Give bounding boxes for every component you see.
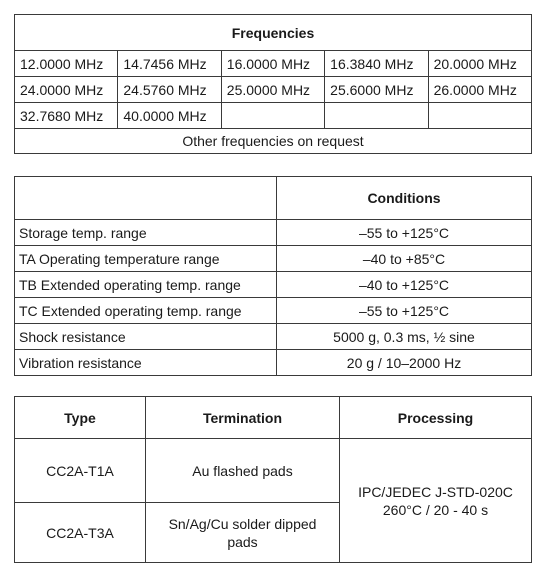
termination-cell: Au flashed pads	[146, 439, 340, 503]
table-row	[15, 51, 532, 77]
termination-header: Termination	[146, 397, 340, 439]
frequency-cell: 16.3840 MHz	[325, 51, 428, 77]
table-row	[15, 272, 532, 298]
table-row	[15, 298, 532, 324]
processing-text: IPC/JEDEC J-STD-020C 260°C / 20 - 40 s	[358, 483, 513, 518]
conditions-table	[14, 176, 532, 376]
condition-value: 5000 g, 0.3 ms, ½ sine	[277, 324, 532, 350]
condition-label: TB Extended operating temp. range	[15, 272, 277, 298]
condition-value: –55 to +125°C	[277, 220, 532, 246]
table-row	[15, 350, 532, 376]
termination-cell	[146, 503, 340, 563]
type-cell: CC2A-T3A	[15, 503, 146, 563]
condition-value: –40 to +85°C	[277, 246, 532, 272]
frequency-cell: 16.0000 MHz	[221, 51, 324, 77]
frequencies-table	[14, 14, 532, 154]
table-row	[15, 439, 532, 503]
condition-value: –40 to +125°C	[277, 272, 532, 298]
frequency-cell	[221, 103, 324, 129]
condition-label: Storage temp. range	[15, 220, 277, 246]
frequency-cell: 20.0000 MHz	[428, 51, 531, 77]
frequency-cell: 25.6000 MHz	[325, 77, 428, 103]
table-row	[15, 77, 532, 103]
frequency-cell: 14.7456 MHz	[118, 51, 221, 77]
table-row	[15, 103, 532, 129]
frequency-cell: 32.7680 MHz	[15, 103, 118, 129]
conditions-header-blank	[15, 177, 277, 220]
processing-cell	[340, 439, 532, 563]
frequency-cell: 12.0000 MHz	[15, 51, 118, 77]
frequency-cell: 26.0000 MHz	[428, 77, 531, 103]
conditions-header: Conditions	[277, 177, 532, 220]
termination-text: Sn/Ag/Cu solder dipped pads	[168, 515, 317, 550]
condition-label: Shock resistance	[15, 324, 277, 350]
type-cell: CC2A-T1A	[15, 439, 146, 503]
type-header: Type	[15, 397, 146, 439]
frequencies-note: Other frequencies on request	[15, 129, 532, 154]
frequencies-header: Frequencies	[15, 15, 532, 51]
frequency-cell: 24.0000 MHz	[15, 77, 118, 103]
condition-label: TA Operating temperature range	[15, 246, 277, 272]
frequency-cell: 40.0000 MHz	[118, 103, 221, 129]
frequency-cell: 25.0000 MHz	[221, 77, 324, 103]
table-row	[15, 246, 532, 272]
frequency-cell	[428, 103, 531, 129]
condition-label: TC Extended operating temp. range	[15, 298, 277, 324]
condition-label: Vibration resistance	[15, 350, 277, 376]
table-row	[15, 324, 532, 350]
frequency-cell	[325, 103, 428, 129]
frequency-cell: 24.5760 MHz	[118, 77, 221, 103]
types-table	[14, 396, 532, 563]
table-row	[15, 220, 532, 246]
processing-header: Processing	[340, 397, 532, 439]
condition-value: –55 to +125°C	[277, 298, 532, 324]
condition-value: 20 g / 10–2000 Hz	[277, 350, 532, 376]
